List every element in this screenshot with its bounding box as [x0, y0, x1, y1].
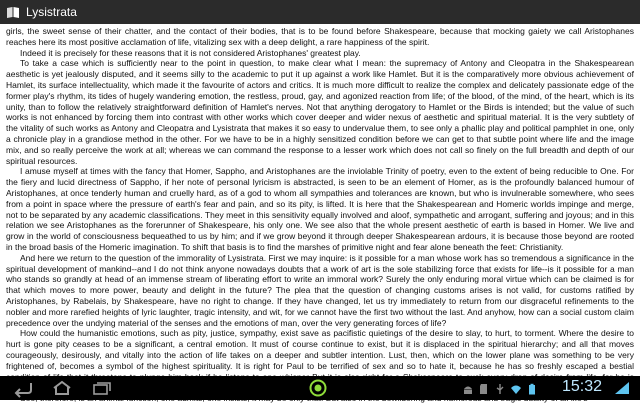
paragraph: girls, the sweet sense of their chatter, and the contact of their bodies, that is to be found before Shakespeare, because that mocking gaiety we call Aristophanes reaches here its most positive acclamation of life, vitalizing sex with a deep delight, a rare happiness of the spirit.: [6, 26, 634, 47]
status-icons: [462, 382, 538, 394]
wifi-icon: [510, 382, 522, 394]
back-icon[interactable]: [10, 379, 38, 397]
android-icon: [462, 382, 474, 394]
paragraph: I amuse myself at times with the fancy that Homer, Sappho, and Aristophanes are the inviolable Trinity of poetry, even to the extent of being reducible to One. For the fiery and lucid directness of Sappho, if her note of personal lyricism is abstracted, is seen to be an element of Homer, as is the profoundly balanced humour of Aristophanes, at once tenderly human and cruelly hard, as of a god to whom all sympathies and tolerances are known, but who is invulnerable somewhere, who sees from a point in space where the pressure of earth's fear and pain, and so its pity, is lifted. It is here that the Shakespearean and Homeric worlds impinge and merge, not to be separated by any academic classifications. They meet in this sensitivity equally involved and aloof, sympathetic and arrogant, suffering and joyous; and in this relation we see Aristophanes as the forerunner of Shakespeare, his only one. We see also that the whole present aesthetic of earth is based in Homer. We live and grow in the world of consciousness bequeathed to us by him; and if we grow beyond it through deeper Shakespearean ardours, it is because those beyond are rooted in the broad basis of the Homeric imagination. To shift that basis is to find the marshes of primitive night and fear alone beneath the feet: Christianity.: [6, 166, 634, 252]
title-bar: [0, 0, 640, 24]
paragraph: How could the humanistic emotions, such as pity, justice, sympathy, exist save as pacifistic quietings of the desire to slay, to hurt, to torment. Where the desire to hurt is gone pity ceases to be a significant, a central emotion. It must of course continue to exist, but it is displaced in the spiritual hierarchy; and all that moves courageously, desirously, and vitally into the action of life takes on a deeper and subtler intention. Lust, then, which on the lower plane was something to be very frightened of, becomes a symbol of the highest spirituality. It is right for Paul to be terrified of sex and so to hate it, because he has so freshly escaped a bestial: [6, 328, 634, 371]
paragraph: And here we return to the question of the immorality of Lysistrata. First we may inquire: is it possible for a man whose work has so tremendous a significance in the spiritual development of mankind--and I do not think anyone nowadays doubts that a work of art is the sole stabilizing force that exists for life--is it possible for a man who stands so grandly at head of an immense stream of liberating effort to write an immoral work? Surely the only enduring moral virtue which can be claimed is for that which moves to more power, beauty and delight in the future? The plea that the question of changing customs arises is not valid, for customs ratified by Aristophanes, by Rabelais, by Shakespeare, have no right to change. If they have changed, let us try immediately to return from our disgraceful refinements to the nobler and more rarefied heights of lyric laughter, tragic intensity, and wit, for we cannot have the first two without the last. And anyhow, how can a social custom claim precedence over the undying material of the senses and the emotions of man, over the very generating forces of life?: [6, 252, 634, 328]
home-icon[interactable]: [48, 379, 76, 397]
battery-icon: [526, 382, 538, 394]
usb-icon: [494, 382, 506, 394]
signal-icon: [608, 379, 636, 397]
reader-text-area[interactable]: [0, 24, 640, 376]
screenshot-icon[interactable]: [304, 379, 332, 397]
sd-card-icon: [478, 382, 490, 394]
paragraph: Indeed it is precisely for these reasons that it is not considered Aristophanes' greatest play.: [20, 47, 361, 58]
system-nav-bar: [0, 376, 640, 400]
recent-apps-icon[interactable]: [88, 379, 116, 397]
book-icon: [6, 5, 20, 19]
clock: 15:32: [561, 378, 602, 395]
app-title: Lysistrata: [26, 5, 77, 19]
paragraph: To take a case which is sufficiently near to the point in question, to make clear what I mean: the supremacy of Antony and Cleopatra in the Shakespearean aesthetic is yet jealously disputed, and it seems silly to the academic to put it up against a work like Hamlet. But it is the comparatively more obvious achievement of Hamlet, its surface intellectuality, which made it the favourite of actors and critics. It is much more difficult to realize the complex and delicately passionate edge of the former play's rhythm, its tides of hugely wandering emotion, the restless, proud, gay, and agonized reaction from life; of the blood, of the mind, of the heart, which is its unity, than to follow the relatively straightforward definition of Hamlet's nerves. Not that anything derogatory to Hamlet or the Birds is intended; but the value of such works is not enhanced by forcing them into contrast with other works which cover deeper and wider nexus of aesthetic and spiritual material. It is the very subtlety of the vitality of such works as Antony and Cleopatra and Lysistrata that makes it so easy to undervalue them, to see only a phallic play and political pamphlet in one, only a chronicle play in a grandiose method in the other. For we have to be in a highly sensitized condition before we can get to that subtle point where life and the image mix, and so really perceive the work at all; whereas we can command the response to a lesser work which does not call so finely on the full breadth and depth of our spiritual resources.: [6, 58, 634, 166]
